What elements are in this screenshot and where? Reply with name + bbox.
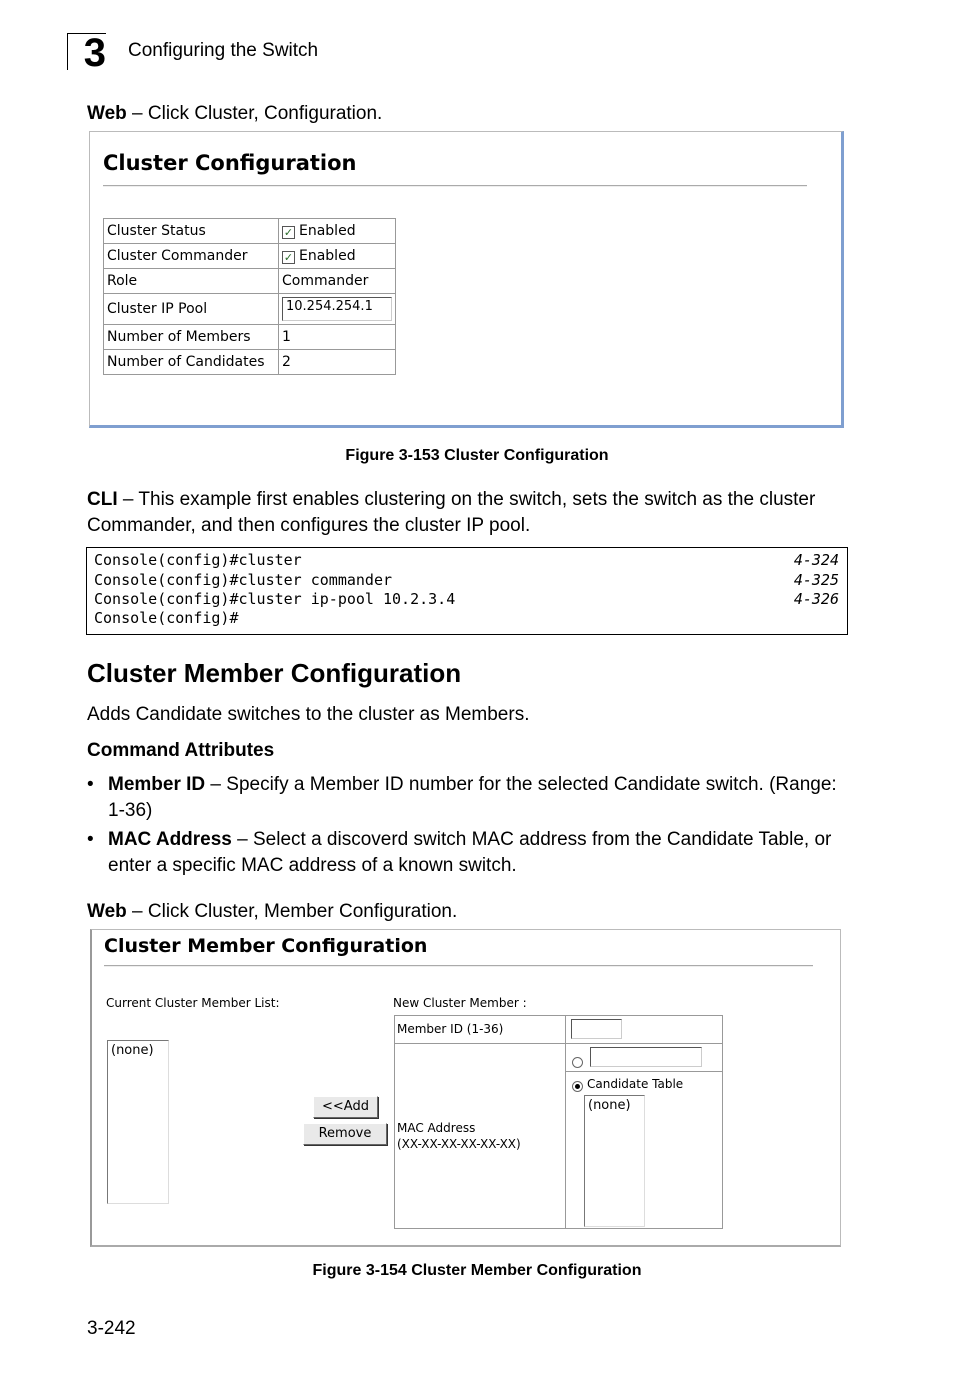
cluster-status-cell (279, 219, 396, 244)
title-divider (104, 965, 813, 967)
role-label: Role (104, 269, 279, 294)
mac-label: MAC Address (397, 1121, 476, 1135)
bullet-member-id (108, 772, 838, 824)
web-instruction-2 (87, 899, 457, 925)
title-divider (103, 185, 807, 187)
code-line: Console(config)#cluster (94, 551, 302, 569)
cluster-status-checkbox[interactable]: ✓ (283, 226, 294, 239)
web-instruction-1 (87, 101, 382, 127)
member-id-label: Member ID (1-36) (397, 1022, 504, 1036)
table-row (104, 219, 396, 244)
figure-154-caption: Figure 3-154 Cluster Member Configuration (312, 1262, 642, 1279)
cluster-status-label: Cluster Status (104, 219, 279, 244)
cli-text: – This example first enables clustering on the switch, sets the switch as the cluster Commander, and then configures the cluster IP pool. (87, 489, 816, 536)
current-list-item[interactable]: (none) (111, 1043, 154, 1058)
cluster-commander-checkbox[interactable]: ✓ (283, 251, 294, 264)
ip-pool-input[interactable]: 10.254.254.1 (282, 297, 392, 321)
member-id-label-cell (394, 1015, 566, 1044)
mac-label-cell (394, 1043, 566, 1229)
figure-153-caption: Figure 3-153 Cluster Configuration (345, 447, 609, 464)
web-label: Web (87, 103, 127, 124)
section-heading: Cluster Member Configuration (87, 658, 462, 688)
mac-manual-radio[interactable] (572, 1057, 583, 1068)
code-ref: 4-324 (793, 551, 839, 569)
member-id-input[interactable] (571, 1019, 622, 1039)
attributes-heading: Command Attributes (87, 740, 275, 761)
cluster-member-panel (90, 929, 841, 1247)
candidate-table-label: Candidate Table (587, 1077, 684, 1091)
cli-paragraph (87, 487, 827, 539)
code-line: Console(config)#cluster commander (94, 571, 393, 589)
member-id-input-cell (565, 1015, 723, 1044)
bullet-term: MAC Address (108, 829, 232, 850)
web-text: – Click Cluster, Member Configuration. (126, 901, 458, 922)
table-row (104, 294, 396, 325)
code-line: Console(config)# (94, 609, 239, 627)
bullet-text: – Select a discoverd switch MAC address from the Candidate Table, or enter a specific MAC address of a known switch. (108, 829, 832, 876)
current-member-list[interactable] (107, 1040, 169, 1204)
cli-label: CLI (87, 489, 118, 510)
new-member-label: New Cluster Member : (393, 996, 527, 1010)
mac-format: (XX-XX-XX-XX-XX-XX) (397, 1137, 521, 1151)
panel-title: Cluster Member Configuration (104, 935, 428, 957)
cluster-commander-label: Cluster Commander (104, 244, 279, 269)
code-ref: 4-326 (793, 590, 839, 608)
chapter-number: 3 (67, 33, 106, 70)
cluster-commander-value: Enabled (299, 248, 356, 264)
bullet-mac-address (108, 827, 838, 879)
table-row (104, 350, 396, 375)
role-value: Commander (279, 269, 396, 294)
cli-code-block (86, 547, 848, 635)
current-list-label: Current Cluster Member List: (106, 996, 280, 1010)
bullet-term: Member ID (108, 774, 206, 795)
candidates-label: Number of Candidates (104, 350, 279, 375)
code-line: Console(config)#cluster ip-pool 10.2.3.4 (94, 590, 456, 608)
cluster-config-table (103, 218, 396, 375)
candidate-list[interactable] (584, 1095, 645, 1227)
table-row (104, 244, 396, 269)
bullet-text: – Specify a Member ID number for the selected Candidate switch. (Range: 1-36) (108, 774, 837, 821)
web-text: – Click Cluster, Configuration. (126, 103, 383, 124)
ip-pool-cell (279, 294, 396, 325)
code-ref: 4-325 (793, 571, 839, 589)
chapter-title: Configuring the Switch (128, 40, 319, 61)
add-button[interactable]: <<Add (313, 1096, 378, 1118)
bullet-dot: • (87, 829, 94, 850)
section-intro: Adds Candidate switches to the cluster as Members. (87, 704, 530, 725)
web-label: Web (87, 901, 127, 922)
cluster-status-value: Enabled (299, 223, 356, 239)
table-row (104, 325, 396, 350)
table-row (104, 269, 396, 294)
panel-title: Cluster Configuration (103, 151, 357, 175)
candidates-value: 2 (279, 350, 396, 375)
cluster-commander-cell (279, 244, 396, 269)
bullet-dot: • (87, 774, 94, 795)
ip-pool-label: Cluster IP Pool (104, 294, 279, 325)
cluster-configuration-panel (89, 131, 844, 428)
page-number: 3-242 (87, 1318, 136, 1339)
members-value: 1 (279, 325, 396, 350)
mac-address-input[interactable] (590, 1047, 702, 1067)
candidate-table-radio[interactable] (572, 1081, 583, 1092)
members-label: Number of Members (104, 325, 279, 350)
mac-manual-cell (565, 1043, 723, 1072)
remove-button[interactable]: Remove (303, 1123, 387, 1145)
candidate-table-cell (565, 1071, 723, 1229)
candidate-list-item[interactable]: (none) (588, 1098, 631, 1113)
